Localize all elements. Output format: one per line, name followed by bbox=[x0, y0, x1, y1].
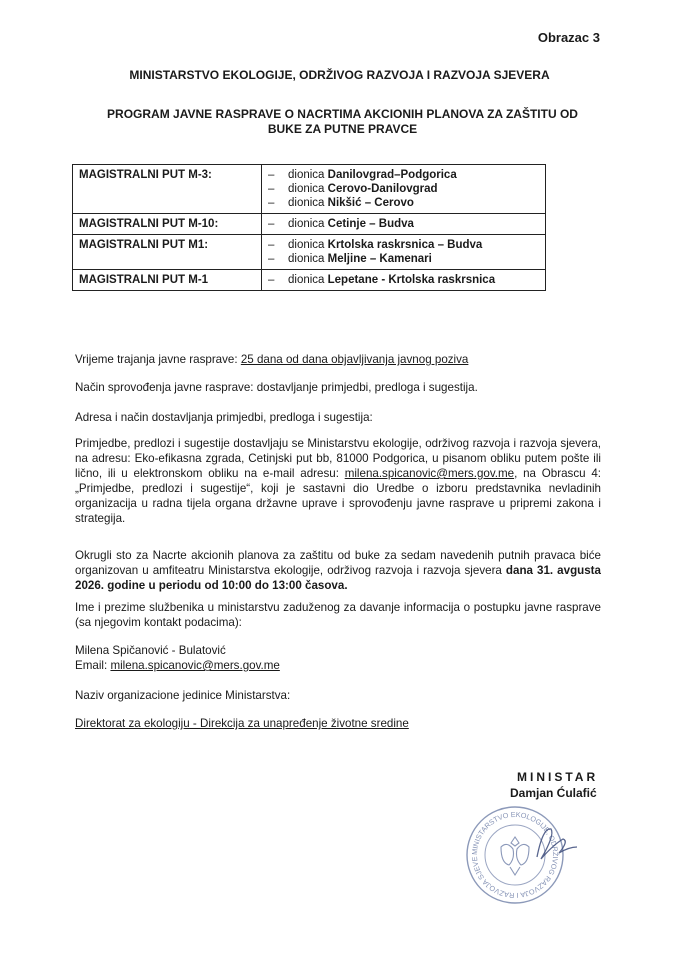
segments-cell bbox=[262, 165, 546, 214]
official-seal bbox=[455, 795, 595, 920]
segment-name: Meljine – Kamenari bbox=[327, 253, 432, 265]
roundtable-paragraph bbox=[75, 548, 601, 593]
document-title bbox=[70, 107, 615, 137]
title-line-2: BUKE ZA PUTNE PRAVCE bbox=[267, 122, 418, 136]
segment-name: Cerovo-Danilovgrad bbox=[327, 183, 438, 195]
route-row bbox=[73, 235, 546, 270]
roundtable-text: Okrugli sto za Nacrte akcionih planova za zaštitu od buke za sedam navedenih putnih pravaca biće organizovan u amfiteatru Ministarstva ekologije, održivog razvoja i razvoja sjevera bbox=[75, 549, 601, 577]
segment-prefix: dionica bbox=[288, 169, 328, 181]
dash-bullet-icon: – bbox=[268, 169, 275, 181]
segment-item bbox=[268, 273, 539, 287]
dash-bullet-icon: – bbox=[268, 197, 275, 209]
segment-prefix: dionica bbox=[288, 274, 328, 286]
submission-text-2: , na Obrascu 4: „Primjedbe, predlozi i sugestije“, koji je sastavni dio Uredbe o izboru predstavnika nevladinih organizacija u radna tijela organa državne uprave i sprovođenju javne rasprave u pripremi zakona i strategija. bbox=[75, 467, 601, 525]
segment-item bbox=[268, 252, 539, 266]
contact-email-line bbox=[75, 658, 601, 673]
signature-title: MINISTAR bbox=[517, 770, 599, 784]
title-line-1: PROGRAM JAVNE RASPRAVE O NACRTIMA AKCIONIH PLANOVA ZA ZAŠTITU OD bbox=[107, 107, 578, 121]
seal-text: MINISTARSTVO EKOLOGIJE, ODRŽIVOG RAZVOJA I RAZVOJA SJEVE bbox=[469, 809, 561, 901]
ministry-heading: MINISTARSTVO EKOLOGIJE, ODRŽIVOG RAZVOJA I RAZVOJA SJEVERA bbox=[129, 68, 550, 82]
submission-text-1: Primjedbe, predlozi i sugestije dostavljaju se Ministarstvu ekologije, održivog razvoja i razvoja sjevera, na adresu: Eko-efikasna zgrada, Cetinjski put bb, 81000 Podgorica, u pisanom obliku putem pošte ili lično, ili u elektronskom obliku na e-mail adresu: bbox=[75, 437, 601, 480]
road-name: MAGISTRALNI PUT M-3: bbox=[73, 165, 262, 214]
org-unit-name: Direktorat za ekologiju - Direkcija za unapređenje životne sredine bbox=[75, 717, 409, 730]
segment-name: Danilovgrad–Podgorica bbox=[327, 169, 457, 181]
segment-item bbox=[268, 182, 539, 196]
dash-bullet-icon: – bbox=[268, 218, 275, 230]
segment-label bbox=[288, 217, 414, 231]
contact-email-link[interactable]: milena.spicanovic@mers.gov.me bbox=[110, 659, 280, 672]
segment-item bbox=[268, 217, 539, 231]
eagle-emblem-icon bbox=[501, 837, 529, 875]
segment-name: Nikšić – Cerovo bbox=[327, 197, 414, 209]
method-line: Način sprovođenja javne rasprave: dostavljanje primjedbi, predloga i sugestija. bbox=[75, 381, 478, 394]
routes-table bbox=[72, 164, 546, 291]
dash-bullet-icon: – bbox=[268, 239, 275, 251]
segment-name: Cetinje – Budva bbox=[327, 218, 414, 230]
segment-item bbox=[268, 168, 539, 182]
address-heading: Adresa i način dostavljanja primjedbi, predloga i sugestija: bbox=[75, 411, 373, 424]
segment-prefix: dionica bbox=[288, 197, 328, 209]
segment-label bbox=[288, 252, 432, 266]
segment-label bbox=[288, 238, 482, 252]
segment-name: Lepetane - Krtolska raskrsnica bbox=[327, 274, 496, 286]
segment-prefix: dionica bbox=[288, 253, 328, 265]
duration-value: 25 dana od dana objavljivanja javnog poziva bbox=[240, 353, 469, 366]
org-heading: Naziv organizacione jedinice Ministarstva: bbox=[75, 689, 291, 702]
submission-paragraph bbox=[75, 436, 601, 526]
segments-cell bbox=[262, 235, 546, 270]
segment-name: Krtolska raskrsnica – Budva bbox=[327, 239, 483, 251]
segment-prefix: dionica bbox=[288, 239, 328, 251]
dash-bullet-icon: – bbox=[268, 183, 275, 195]
dash-bullet-icon: – bbox=[268, 253, 275, 265]
segment-prefix: dionica bbox=[288, 183, 328, 195]
segment-item bbox=[268, 238, 539, 252]
roundtable-date: dana 31. avgusta 2026. godine u periodu od 10:00 do 13:00 časova. bbox=[75, 564, 601, 592]
contact-email-label: Email: bbox=[75, 659, 111, 672]
duration-label: Vrijeme trajanja javne rasprave: bbox=[75, 353, 238, 366]
duration-line bbox=[75, 352, 601, 367]
route-row bbox=[73, 214, 546, 235]
seal-outer-ring bbox=[467, 807, 563, 903]
route-row bbox=[73, 165, 546, 214]
segment-label bbox=[288, 182, 438, 196]
road-name: MAGISTRALNI PUT M1: bbox=[73, 235, 262, 270]
org-unit bbox=[75, 716, 601, 731]
segments-cell bbox=[262, 214, 546, 235]
signature-name: Damjan Ćulafić bbox=[510, 786, 597, 800]
contact-name: Milena Spičanović - Bulatović bbox=[75, 644, 226, 657]
segment-item bbox=[268, 196, 539, 210]
segments-cell bbox=[262, 270, 546, 291]
route-row bbox=[73, 270, 546, 291]
segment-label bbox=[288, 273, 495, 287]
submission-email-link[interactable]: milena.spicanovic@mers.gov.me bbox=[344, 467, 515, 480]
segment-label bbox=[288, 196, 414, 210]
dash-bullet-icon: – bbox=[268, 274, 275, 286]
contact-heading: Ime i prezime službenika u ministarstvu zaduženog za davanje informacija o postupku javne rasprave (sa njegovim kontakt podacima): bbox=[75, 601, 601, 629]
road-name: MAGISTRALNI PUT M-1 bbox=[73, 270, 262, 291]
segment-label bbox=[288, 168, 457, 182]
form-number: Obrazac 3 bbox=[537, 30, 600, 45]
segment-prefix: dionica bbox=[288, 218, 328, 230]
contact-block bbox=[75, 643, 601, 673]
seal-graphic bbox=[455, 795, 595, 915]
road-name: MAGISTRALNI PUT M-10: bbox=[73, 214, 262, 235]
